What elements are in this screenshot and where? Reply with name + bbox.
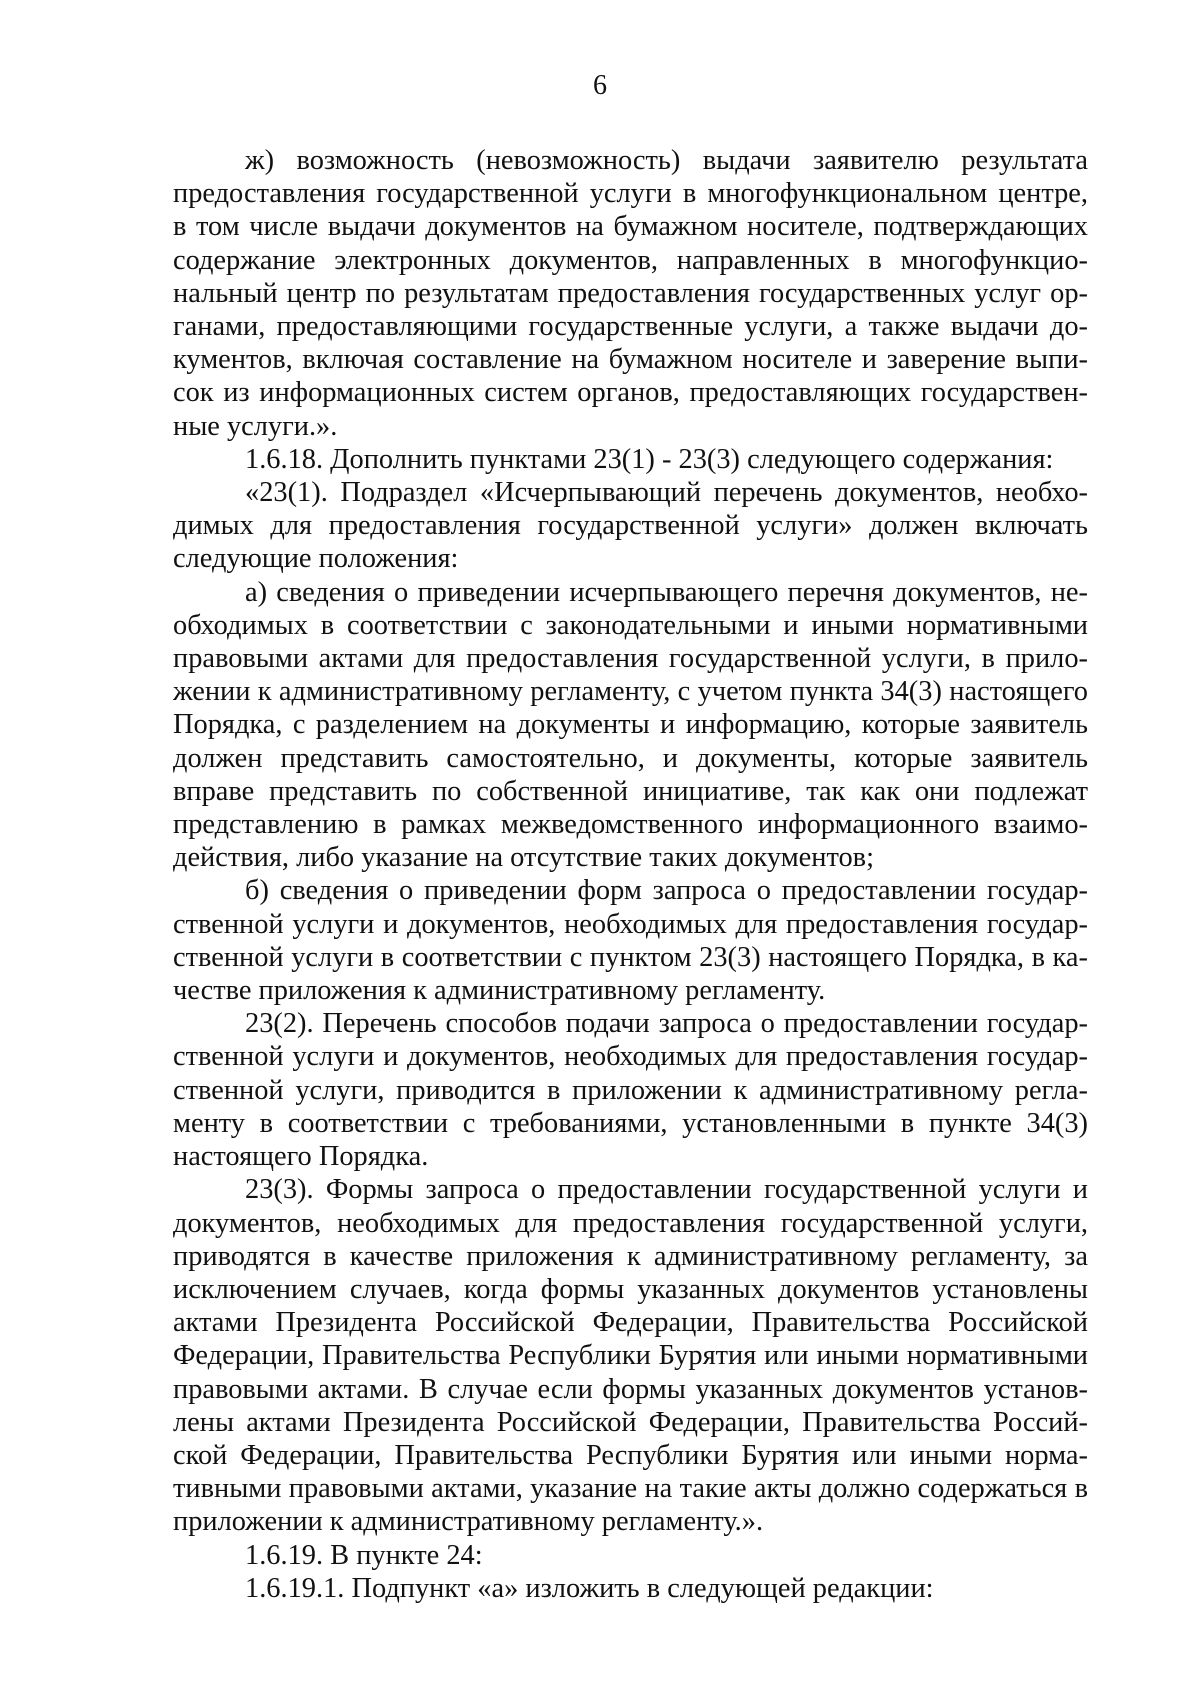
paragraph-1-6-19-1: 1.6.19.1. Подпункт «а» изложить в следующей редакции: — [245, 1572, 934, 1604]
document-body — [173, 144, 1088, 1605]
paragraph-23-1: «23(1). Подраздел «Исчерпывающий перечень документов, необходимых для предоставления государственной услуги» должен включать следующие положения: — [173, 477, 1088, 575]
paragraph-23-2: 23(2). Перечень способов подачи запроса о предоставлении государственной услуги и документов, необходимых для предоставления государственной услуги, приводится в приложении к административному регламенту в соответствии с требованиями, установленными в пункте 34(3) настоящего Порядка. — [173, 1008, 1088, 1173]
page-number: 6 — [593, 70, 607, 101]
paragraph-item-b: б) сведения о приведении форм запроса о предоставлении государственной услуги и документов, необходимых для предоставления государственной услуги в соответствии с пунктом 23(3) настоящего Порядка, в качестве приложения к административному регламенту. — [173, 875, 1088, 1007]
paragraph-item-zh: ж) возможность (невозможность) выдачи заявителю результата предоставления государственной услуги в многофункциональном центре, в том числе выдачи документов на бумажном носителе, подтверждающих содержание электронных документов, направленных в многофункциональный центр по результатам предоставления государственных услуг органами, предоставляющими государственные услуги, а также выдачи документов, включая составление на бумажном носителе и заверение выписок из информационных систем органов, предоставляющих государственные услуги.». — [173, 145, 1088, 442]
paragraph-23-3: 23(3). Формы запроса о предоставлении государственной услуги и документов, необходимых для предоставления государственной услуги, приводятся в качестве приложения к административному регламенту, за исключением случаев, когда формы указанных документов установлены актами Президента Российской Федерации, Правительства Российской Федерации, Правительства Республики Бурятия или иными нормативными правовыми актами. В случае если формы указанных документов установлены актами Президента Российской Федерации, Правительства Российской Федерации, Правительства Республики Бурятия или иными нормативными правовыми актами, указание на такие акты должно содержаться в приложении к административному регламенту.». — [173, 1174, 1088, 1538]
paragraph-item-a: а) сведения о приведении исчерпывающего перечня документов, необходимых в соответствии с законодательными и иными нормативными правовыми актами для предоставления государственной услуги, в приложении к административному регламенту, с учетом пункта 34(3) настоящего Порядка, с разделением на документы и информацию, которые заявитель должен представить самостоятельно, и документы, которые заявитель вправе представить по собственной инициативе, так как они подлежат представлению в рамках межведомственного информационного взаимодействия, либо указание на отсутствие таких документов; — [173, 576, 1088, 874]
paragraph-1-6-19: 1.6.19. В пункте 24: — [245, 1539, 483, 1571]
paragraph-1-6-18: 1.6.18. Дополнить пунктами 23(1) - 23(3) следующего содержания: — [245, 443, 1054, 475]
